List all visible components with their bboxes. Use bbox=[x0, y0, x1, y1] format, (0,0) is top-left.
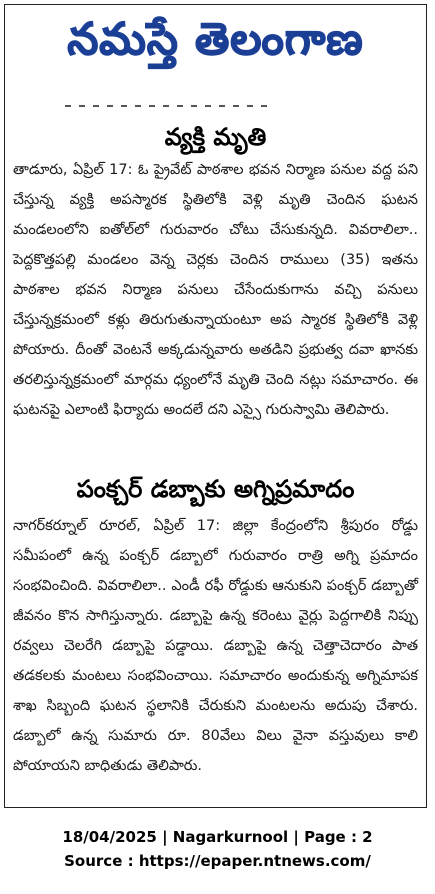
newspaper-clipping bbox=[4, 4, 427, 808]
article-1-body bbox=[13, 155, 418, 425]
date-edition-line: 18/04/2025 | Nagarkurnool | Page : 2 bbox=[62, 828, 373, 846]
article-1-headline: వ్యక్తి మృతి bbox=[164, 123, 267, 151]
article-2-body bbox=[13, 511, 418, 781]
masthead bbox=[5, 5, 426, 85]
article-2-text: నాగర్‌కర్నూల్ రూరల్, ఏప్రిల్ 17: జిల్లా కేంద్రంలోని శ్రీపురం రోడ్డు సమీపంలో ఉన్న పంక్చర్ డబ్బాలో గురువారం రాత్రి అగ్ని ప్రమాదం సంభవించింది. వివరాలిలా.. ఎండీ రఫీ రోడ్డుకు ఆనుకుని పంక్చర్ డబ్బాతో జీవనం కొన సాగిస్తున్నారు. డబ్బాపై ఉన్న కరెంటు వైర్లు పెద్దగాలికి నిప్పు రవ్వలు చెలరేగి డబ్బాపై పడ్డాయి. డబ్బాపై ఉన్న చెత్తాచెదారం పాత తడకలకు మంటలు సంభవించాయి. సమాచారం అందుకున్న అగ్నిమాపక శాఖ సిబ్బంది ఘటన స్థలానికి చేరుకుని మంటలను అదుపు చేశారు. డబ్బాలో ఉన్న సుమారు రూ. 80వేలు విలు వైనా వస్తువులు కాలి పోయాయని బాధితుడు తెలిపారు. bbox=[13, 518, 418, 774]
article-2-headline: పంక్చర్ డబ్బాకు అగ్నిప్రమాదం bbox=[76, 475, 355, 503]
article-1-text: తాడూరు, ఏప్రిల్ 17: ఓ ప్రైవేట్ పాఠశాల భవన నిర్మాణ పనుల వద్ద పని చేస్తున్న వ్యక్తి అపస్మారక స్థితిలోకి వెళ్లి మృతి చెందిన ఘటన మండలంలోని ఐతోల్‌లో గురువారం చోటు చేసుకున్నది. వివరాలిలా.. పెద్దకొత్తపల్లి మండలం వెన్న చెర్లకు చెందిన రాములు (35) ఇతను పాఠశాల భవన నిర్మాణ పనులు చేసేందుకుగాను వచ్చి పనులు చేస్తున్నక్రమంలో కళ్లు తిరుగుతున్నాయంటూ అప స్మారక స్థితిలోకి వెళ్లి పోయారు. దీంతో వెంటనే అక్కడున్నవారు అతడిని ప్రభుత్వ దవా ఖానకు తరలిస్తున్నక్రమంలో మార్గమ ధ్యంలోనే మృతి చెంది నట్లు సమాచారం. ఈ ఘటనపై ఎలాంటి ఫిర్యాదు అందలే దని ఎస్సై గురుస్వామి తెలిపారు. bbox=[13, 162, 418, 418]
cut-text-fragment bbox=[65, 101, 275, 109]
source-line: Source : https://epaper.ntnews.com/ bbox=[64, 852, 371, 870]
masthead-logo: నమస్తే తెలంగాణ bbox=[67, 14, 364, 65]
